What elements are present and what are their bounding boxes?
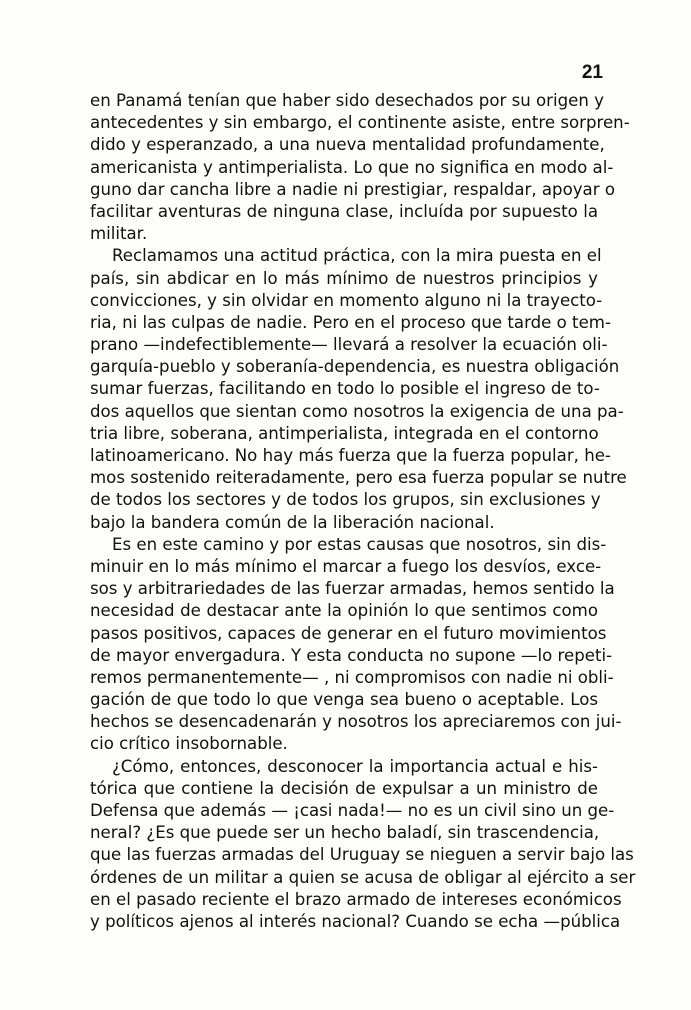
text-line: pasos positivos, capaces de generar en el futuro movimientos <box>90 623 607 643</box>
paragraph <box>90 534 622 756</box>
text-line: americanista y antimperialista. Lo que no significa en modo al- <box>90 157 614 177</box>
paragraph <box>90 756 636 934</box>
text-line: guno dar cancha libre a nadie ni prestigiar, respaldar, apoyar o <box>90 179 615 199</box>
text-line: hechos se desencadenarán y nosotros los apreciaremos con jui- <box>90 712 622 732</box>
text-line: de mayor envergadura. Y esta conducta no supone —lo repeti- <box>90 645 613 665</box>
text-line: tria libre, soberana, antimperialista, integrada en el contorno <box>90 423 599 443</box>
text-line: militar. <box>90 224 148 244</box>
text-line: ¿Cómo, entonces, desconocer la importancia actual e his- <box>112 756 598 776</box>
paragraph <box>90 90 630 245</box>
text-line: Es en este camino y por estas causas que nosotros, sin dis- <box>112 534 607 554</box>
text-line: cio crítico insobornable. <box>90 734 288 754</box>
text-line: sumar fuerzas, facilitando en todo lo posible el ingreso de to- <box>90 379 600 399</box>
text-line: órdenes de un militar a quien se acusa de obligar al ejército a ser <box>90 867 636 887</box>
text-line: convicciones, y sin olvidar en momento alguno ni la trayecto- <box>90 290 603 310</box>
text-line: facilitar aventuras de ninguna clase, incluída por supuesto la <box>90 201 598 221</box>
text-line: antecedentes y sin embargo, el continente asiste, entre sorpren- <box>90 113 630 133</box>
text-line: garquía-pueblo y soberanía-dependencia, es nuestra obligación <box>90 357 620 377</box>
text-line: y políticos ajenos al interés nacional? Cuando se echa —pública <box>90 911 621 931</box>
text-line: dos aquellos que sientan como nosotros la exigencia de una pa- <box>90 401 624 421</box>
text-line: mos sostenido reiteradamente, pero esa fuerza popular se nutre <box>90 468 627 488</box>
paragraph <box>90 245 627 533</box>
text-line: dido y esperanzado, a una nueva mentalidad profundamente, <box>90 135 605 155</box>
text-line: remos permanentemente— , ni compromisos con nadie ni obli- <box>90 667 614 687</box>
text-line: ria, ni las culpas de nadie. Pero en el proceso que tarde o tem- <box>90 312 611 332</box>
text-line: país, sin abdicar en lo más mínimo de nuestros principios y <box>90 268 598 288</box>
text-line: bajo la bandera común de la liberación nacional. <box>90 512 495 532</box>
text-line: sos y arbitrariedades de las fuerzar armadas, hemos sentido la <box>90 579 615 599</box>
text-line: minuir en lo más mínimo el marcar a fuego los desvíos, exce- <box>90 556 602 576</box>
body-text <box>90 90 636 933</box>
text-line: prano —indefectiblemente— llevará a resolver la ecuación oli- <box>90 335 608 355</box>
text-line: Reclamamos una actitud práctica, con la mira puesta en el <box>112 246 602 266</box>
text-line: neral? ¿Es que puede ser un hecho baladí, sin trascendencia, <box>90 823 600 843</box>
page-number: 21 <box>581 62 603 83</box>
text-line: en el pasado reciente el brazo armado de intereses económicos <box>90 889 622 909</box>
text-line: gación de que todo lo que venga sea bueno o aceptable. Los <box>90 690 598 710</box>
text-line: Defensa que además — ¡casi nada!— no es un civil sino un ge- <box>90 801 615 820</box>
text-line: latinoamericano. No hay más fuerza que la fuerza popular, he- <box>90 446 611 465</box>
text-line: en Panamá tenían que haber sido desechados por su origen y <box>90 91 604 110</box>
text-line: necesidad de destacar ante la opinión lo que sentimos como <box>90 601 598 621</box>
text-line: que las fuerzas armadas del Uruguay se nieguen a servir bajo las <box>90 845 634 865</box>
text-line: tórica que contiene la decisión de expulsar a un ministro de <box>90 778 598 798</box>
text-line: de todos los sectores y de todos los grupos, sin exclusiones y <box>90 490 601 510</box>
